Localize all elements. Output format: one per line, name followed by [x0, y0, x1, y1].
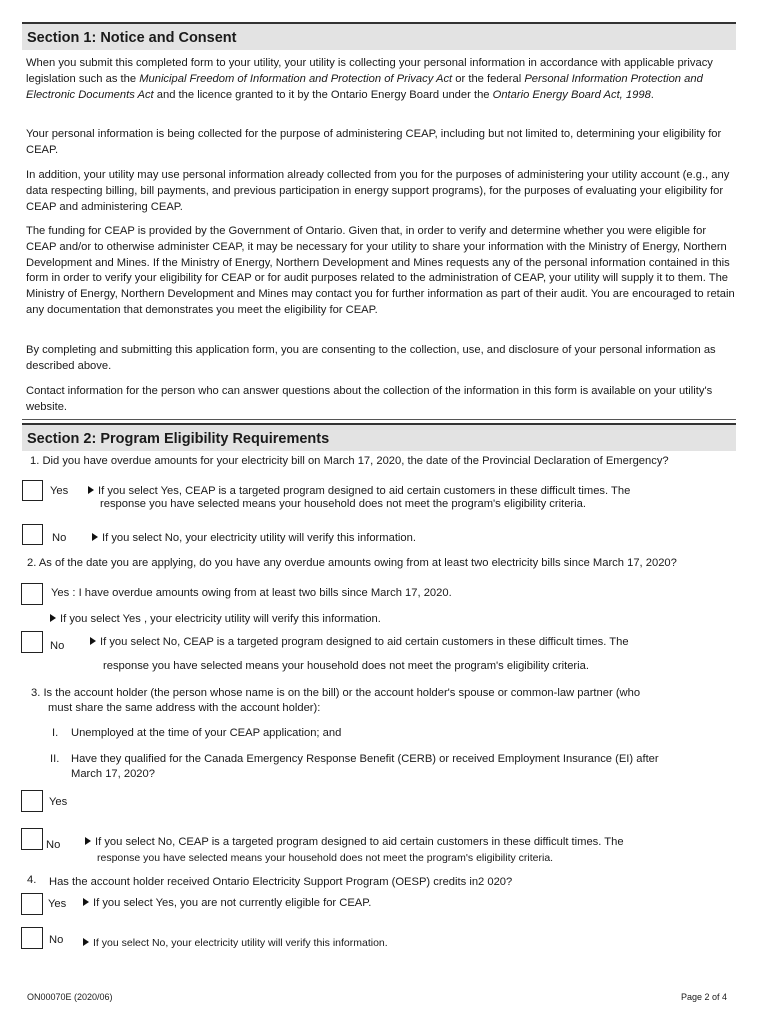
q1-no-note: If you select No, your electricity utility will verify this information. [92, 531, 416, 546]
q3-no-label: No [46, 839, 61, 851]
q4-no-checkbox[interactable] [21, 927, 43, 949]
q1-no-checkbox[interactable] [22, 524, 43, 545]
notice-paragraph-5: By completing and submitting this application form, you are consenting to the collection, use, and disclosure of your personal information as described above. [26, 344, 716, 372]
q1-no-label: No [52, 532, 67, 544]
arrow-right-icon [83, 898, 89, 906]
notice-paragraph-1: When you submit this completed form to your utility, your utility is collecting your personal information in accordance with applicable privacy legislation such as the Municipal Freedom of Information and Protection of Privacy Act or the federal Personal Information Protection and Electronic Documents Act and the licence granted to it by the Ontario Energy Board under the Ontario Energy Board Act, 1998. [26, 57, 713, 101]
form-id: ON00070E (2020/06) [27, 992, 113, 1002]
q4-no-note: If you select No, your electricity utility will verify this information. [83, 936, 388, 951]
q4-yes-checkbox[interactable] [21, 893, 43, 915]
arrow-right-icon [50, 614, 56, 622]
question-3-text: 3. Is the account holder (the person whose name is on the bill) or the account holder's spouse or common-law partner (who [31, 687, 641, 699]
q4-yes-note: If you select Yes, you are not currently eligible for CEAP. [83, 896, 371, 911]
q2-no-note-cont: response you have selected means your household does not meet the program's eligibility criteria. [103, 660, 589, 672]
question-2-text: 2. As of the date you are applying, do you have any overdue amounts owing from at least two electricity bills since March 17, 2020? [27, 557, 677, 569]
q4-no-label: No [49, 934, 64, 946]
question-1-text: 1. Did you have overdue amounts for your electricity bill on March 17, 2020, the date of the Provincial Declaration of Emergency? [30, 455, 669, 467]
q2-no-checkbox[interactable] [21, 631, 43, 653]
section-2-heading: Section 2: Program Eligibility Requirements [22, 423, 736, 451]
q3-yes-checkbox[interactable] [21, 790, 43, 812]
q1-yes-note: If you select Yes, CEAP is a targeted program designed to aid certain customers in these difficult times. The [88, 484, 630, 499]
q3-yes-label: Yes [49, 796, 68, 808]
q1-yes-note-cont: response you have selected means your household does not meet the program's eligibility criteria. [100, 498, 586, 510]
q2-no-label: No [50, 640, 65, 652]
arrow-right-icon [90, 637, 96, 645]
arrow-right-icon [92, 533, 98, 541]
notice-paragraph-6: Contact information for the person who can answer questions about the collection of the information in this form is available on your utility's website. [26, 385, 713, 413]
q2-no-note: If you select No, CEAP is a targeted program designed to aid certain customers in these difficult times. The [90, 635, 629, 650]
q4-yes-label: Yes [48, 898, 67, 910]
notice-paragraph-2: Your personal information is being collected for the purpose of administering CEAP, including but not limited to, determining your eligibility for CEAP. [26, 128, 722, 156]
q2-yes-note: If you select Yes , your electricity utility will verify this information. [50, 612, 381, 627]
question-3-text-cont: must share the same address with the account holder): [48, 702, 321, 714]
q3-item-2-cont: March 17, 2020? [71, 768, 155, 780]
notice-paragraph-4: The funding for CEAP is provided by the Government of Ontario. Given that, in order to verify and determine whether you were eligible for CEAP and/or to otherwise administer CEAP, it may be necessary for your utility to share your information with the Ministry of Energy, Northern Development and Mines. If the Ministry of Energy, Northern Development and Mines requests any of the personal information contained in this form in order to verify your eligibility for CEAP or for audit purposes related to the administration of CEAP, your utility will supply it to them. The Ministry of Energy, Northern Development and Mines may contact you for further information as part of their audit. You are encouraged to retain any documentation that demonstrates you meet the eligibility for CEAP. [26, 225, 735, 316]
question-4-text: Has the account holder received Ontario Electricity Support Program (OESP) credits in2 020? [49, 876, 513, 888]
page-number: Page 2 of 4 [681, 992, 728, 1002]
q2-yes-checkbox[interactable] [21, 583, 43, 605]
arrow-right-icon [88, 486, 94, 494]
section-divider [22, 419, 736, 420]
q3-no-checkbox[interactable] [21, 828, 43, 850]
q1-yes-label: Yes [50, 485, 69, 497]
arrow-right-icon [83, 938, 89, 946]
q2-yes-label: Yes : I have overdue amounts owing from at least two bills since March 17, 2020. [51, 587, 452, 599]
q3-item-2-number: II. [50, 753, 60, 765]
notice-paragraph-3: In addition, your utility may use personal information already collected from you for the purposes of administering your utility account (e.g., any data respecting billing, bill payments, and previous participation in energy support programs), for the purposes of evaluating your eligibility for CEAP and administering CEAP. [26, 169, 730, 213]
section-1-heading: Section 1: Notice and Consent [22, 22, 736, 50]
q3-item-1-number: I. [52, 727, 59, 739]
arrow-right-icon [85, 837, 91, 845]
question-4-number: 4. [27, 874, 37, 886]
q3-item-2: Have they qualified for the Canada Emergency Response Benefit (CERB) or received Employment Insurance (EI) after [71, 753, 659, 765]
q3-no-note: If you select No, CEAP is a targeted program designed to aid certain customers in these difficult times. The [85, 835, 624, 850]
q1-yes-checkbox[interactable] [22, 480, 43, 501]
q3-item-1: Unemployed at the time of your CEAP application; and [71, 727, 342, 739]
q3-no-note-cont: response you have selected means your household does not meet the program's eligibility criteria. [97, 852, 554, 864]
